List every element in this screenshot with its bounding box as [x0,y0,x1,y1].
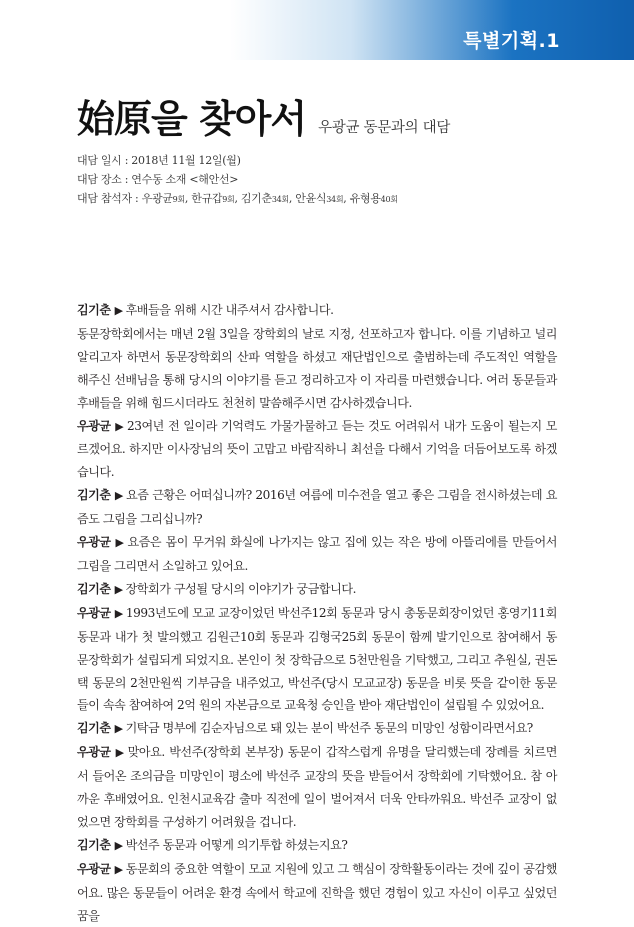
speaker-name: 우광균 [77,535,111,550]
speaker-arrow-icon: ▶ [114,419,124,433]
dialogue-text: 요즘은 몸이 무거워 화실에 나가지는 않고 집에 있는 작은 방에 아뜰리에를 만들어서 그림을 그리면서 소일하고 있어요. [77,535,557,573]
speaker-arrow-icon: ▶ [114,722,123,736]
attendee-class: 9회 [222,195,235,204]
attendee-separator: , [184,192,192,205]
speaker-arrow-icon: ▶ [114,606,123,620]
meta-attendees-prefix: 대담 참석자 : [77,192,142,205]
meta-attendees [77,189,398,209]
attendee-name: 안윤식 [295,192,327,205]
speaker-arrow-icon: ▶ [114,862,123,876]
speaker-arrow-icon: ▶ [114,304,123,317]
speaker-name: 우광균 [77,418,111,433]
dialogue-paragraph [77,578,557,602]
dialogue-text: 동문회의 중요한 역할이 모교 지원에 있고 그 핵심이 장학활동이라는 것에 깊이 공감했어요. 많은 동문들이 어려운 환경 속에서 학교에 진학을 했던 경험이 있고 자신이 이루고 싶었던 꿈을 [77,861,557,923]
speaker-name: 김기춘 [77,581,111,596]
dialogue-text: 23여년 전 일이라 기억력도 가물가물하고 듣는 것도 어려워서 내가 도움이 될는지 모르겠어요. 하지만 이사장님의 뜻이 고맙고 바람직하니 최선을 다해서 기억을 더듬어보도록 하겠습니다. [77,418,557,480]
attendee-name: 김기춘 [240,192,272,205]
attendee-class: 34회 [326,195,344,204]
header-band [0,0,634,60]
interview-meta [77,151,398,209]
dialogue-text: 맞아요. 박선주(장학회 본부장) 동문이 갑작스럽게 유명을 달리했는데 장례를 치르면서 들어온 조의금을 미망인이 평소에 박선주 교장의 뜻을 받들어서 장학회에 기탁했어요. 참 아까운 후배였어요. 인천시교육감 출마 직전에 일이 벌어져서 더욱 안타까워요. 박선주 교장이 없었으면 장학회를 구성하기 어려웠을 겁니다. [77,745,558,829]
speaker-name: 김기춘 [77,303,111,317]
attendee-class: 34회 [271,195,289,204]
dialogue-text: 장학회가 구성될 당시의 이야기가 궁금합니다. [125,581,356,596]
dialogue-paragraph [77,415,557,485]
page-title: 始原을 찾아서 [77,97,307,141]
attendee-name: 한규갑 [191,192,223,205]
dialogue-text: 요즘 근황은 어떠십니까? 2016년 여름에 미수전을 열고 좋은 그림을 전시하셨는데 요즘도 그림을 그리십니까? [77,488,557,527]
dialogue-paragraph [77,717,557,741]
header-gradient [230,0,634,60]
speaker-arrow-icon: ▶ [114,536,125,550]
speaker-name: 김기춘 [77,837,111,852]
speaker-name: 김기춘 [77,721,111,736]
attendee-separator: , [343,192,350,205]
speaker-name: 우광균 [77,605,111,620]
dialogue-paragraph [77,741,557,834]
meta-date: 대담 일시 : 2018년 11월 12일(월) [77,154,241,167]
dialogue-paragraph [77,602,557,718]
dialogue-paragraph [77,531,557,578]
speaker-name: 김기춘 [77,488,111,503]
speaker-arrow-icon: ▶ [114,838,123,852]
dialogue-body [77,299,557,927]
attendee-class: 9회 [172,195,185,204]
attendee-class: 40회 [380,195,398,204]
dialogue-text: 동문장학회에서는 매년 2월 3일을 장학회의 날로 지정, 선포하고자 합니다. 이를 기념하고 널리 알리고자 하면서 동문장학회의 산파 역할을 하셨고 재단법인으로 출범하는데 주도적인 역할을 해주신 선배님을 통해 당시의 이야기를 듣고 정리하고자 이 자리를 마련했습니다. 여러 동문들과 후배들을 위해 힘드시더라도 천천히 말씀해주시면 감사하겠습니다. [77,326,557,410]
speaker-arrow-icon: ▶ [114,489,124,503]
meta-place: 대담 장소 : 연수동 소재 <해안선> [77,173,239,186]
speaker-arrow-icon: ▶ [114,582,123,596]
title-row [77,97,450,141]
page-subtitle: 우광균 동문과의 대담 [318,120,451,136]
speaker-name: 우광균 [77,861,111,876]
attendee-name: 우광균 [141,192,173,205]
dialogue-text: 후배들을 위해 시간 내주셔서 감사합니다. [125,303,334,317]
dialogue-text: 기탁금 명부에 김순자님으로 돼 있는 분이 박선주 동문의 미망인 성함이라면서요? [125,721,533,736]
attendee-separator: , [288,192,296,205]
dialogue-paragraph [77,834,557,858]
speaker-arrow-icon: ▶ [114,746,125,760]
section-label: 특별기획.1 [463,30,560,52]
dialogue-paragraph [77,858,557,927]
dialogue-paragraph [77,299,557,323]
dialogue-paragraph [77,323,557,415]
dialogue-paragraph [77,484,557,531]
attendee-name: 유형용 [349,192,381,205]
dialogue-text: 박선주 동문과 어떻게 의기투합 하셨는지요? [125,837,348,852]
attendee-separator: , [234,192,241,205]
speaker-name: 우광균 [77,745,111,760]
attendee-list [142,192,398,205]
dialogue-text: 1993년도에 모교 교장이었던 박선주12회 동문과 당시 총동문회장이었던 홍영기11회 동문과 내가 첫 발의했고 김원근10회 동문과 김형국25회 동문이 함께 발기인으로 참여해서 동문장학회가 설립되게 되었지요. 본인이 첫 장학금으로 5천만원을 기탁했고, 그리고 추원실, 권돈택 동문의 2천만원씩 기부금을 내주었고, 박선주(당시 모교교장) 동문을 비롯 뜻을 같이한 동문들이 속속 참여하여 2억 원의 자본금으로 교육청 승인을 받아 재단법인이 설립될 수 있었어요. [77,605,557,713]
